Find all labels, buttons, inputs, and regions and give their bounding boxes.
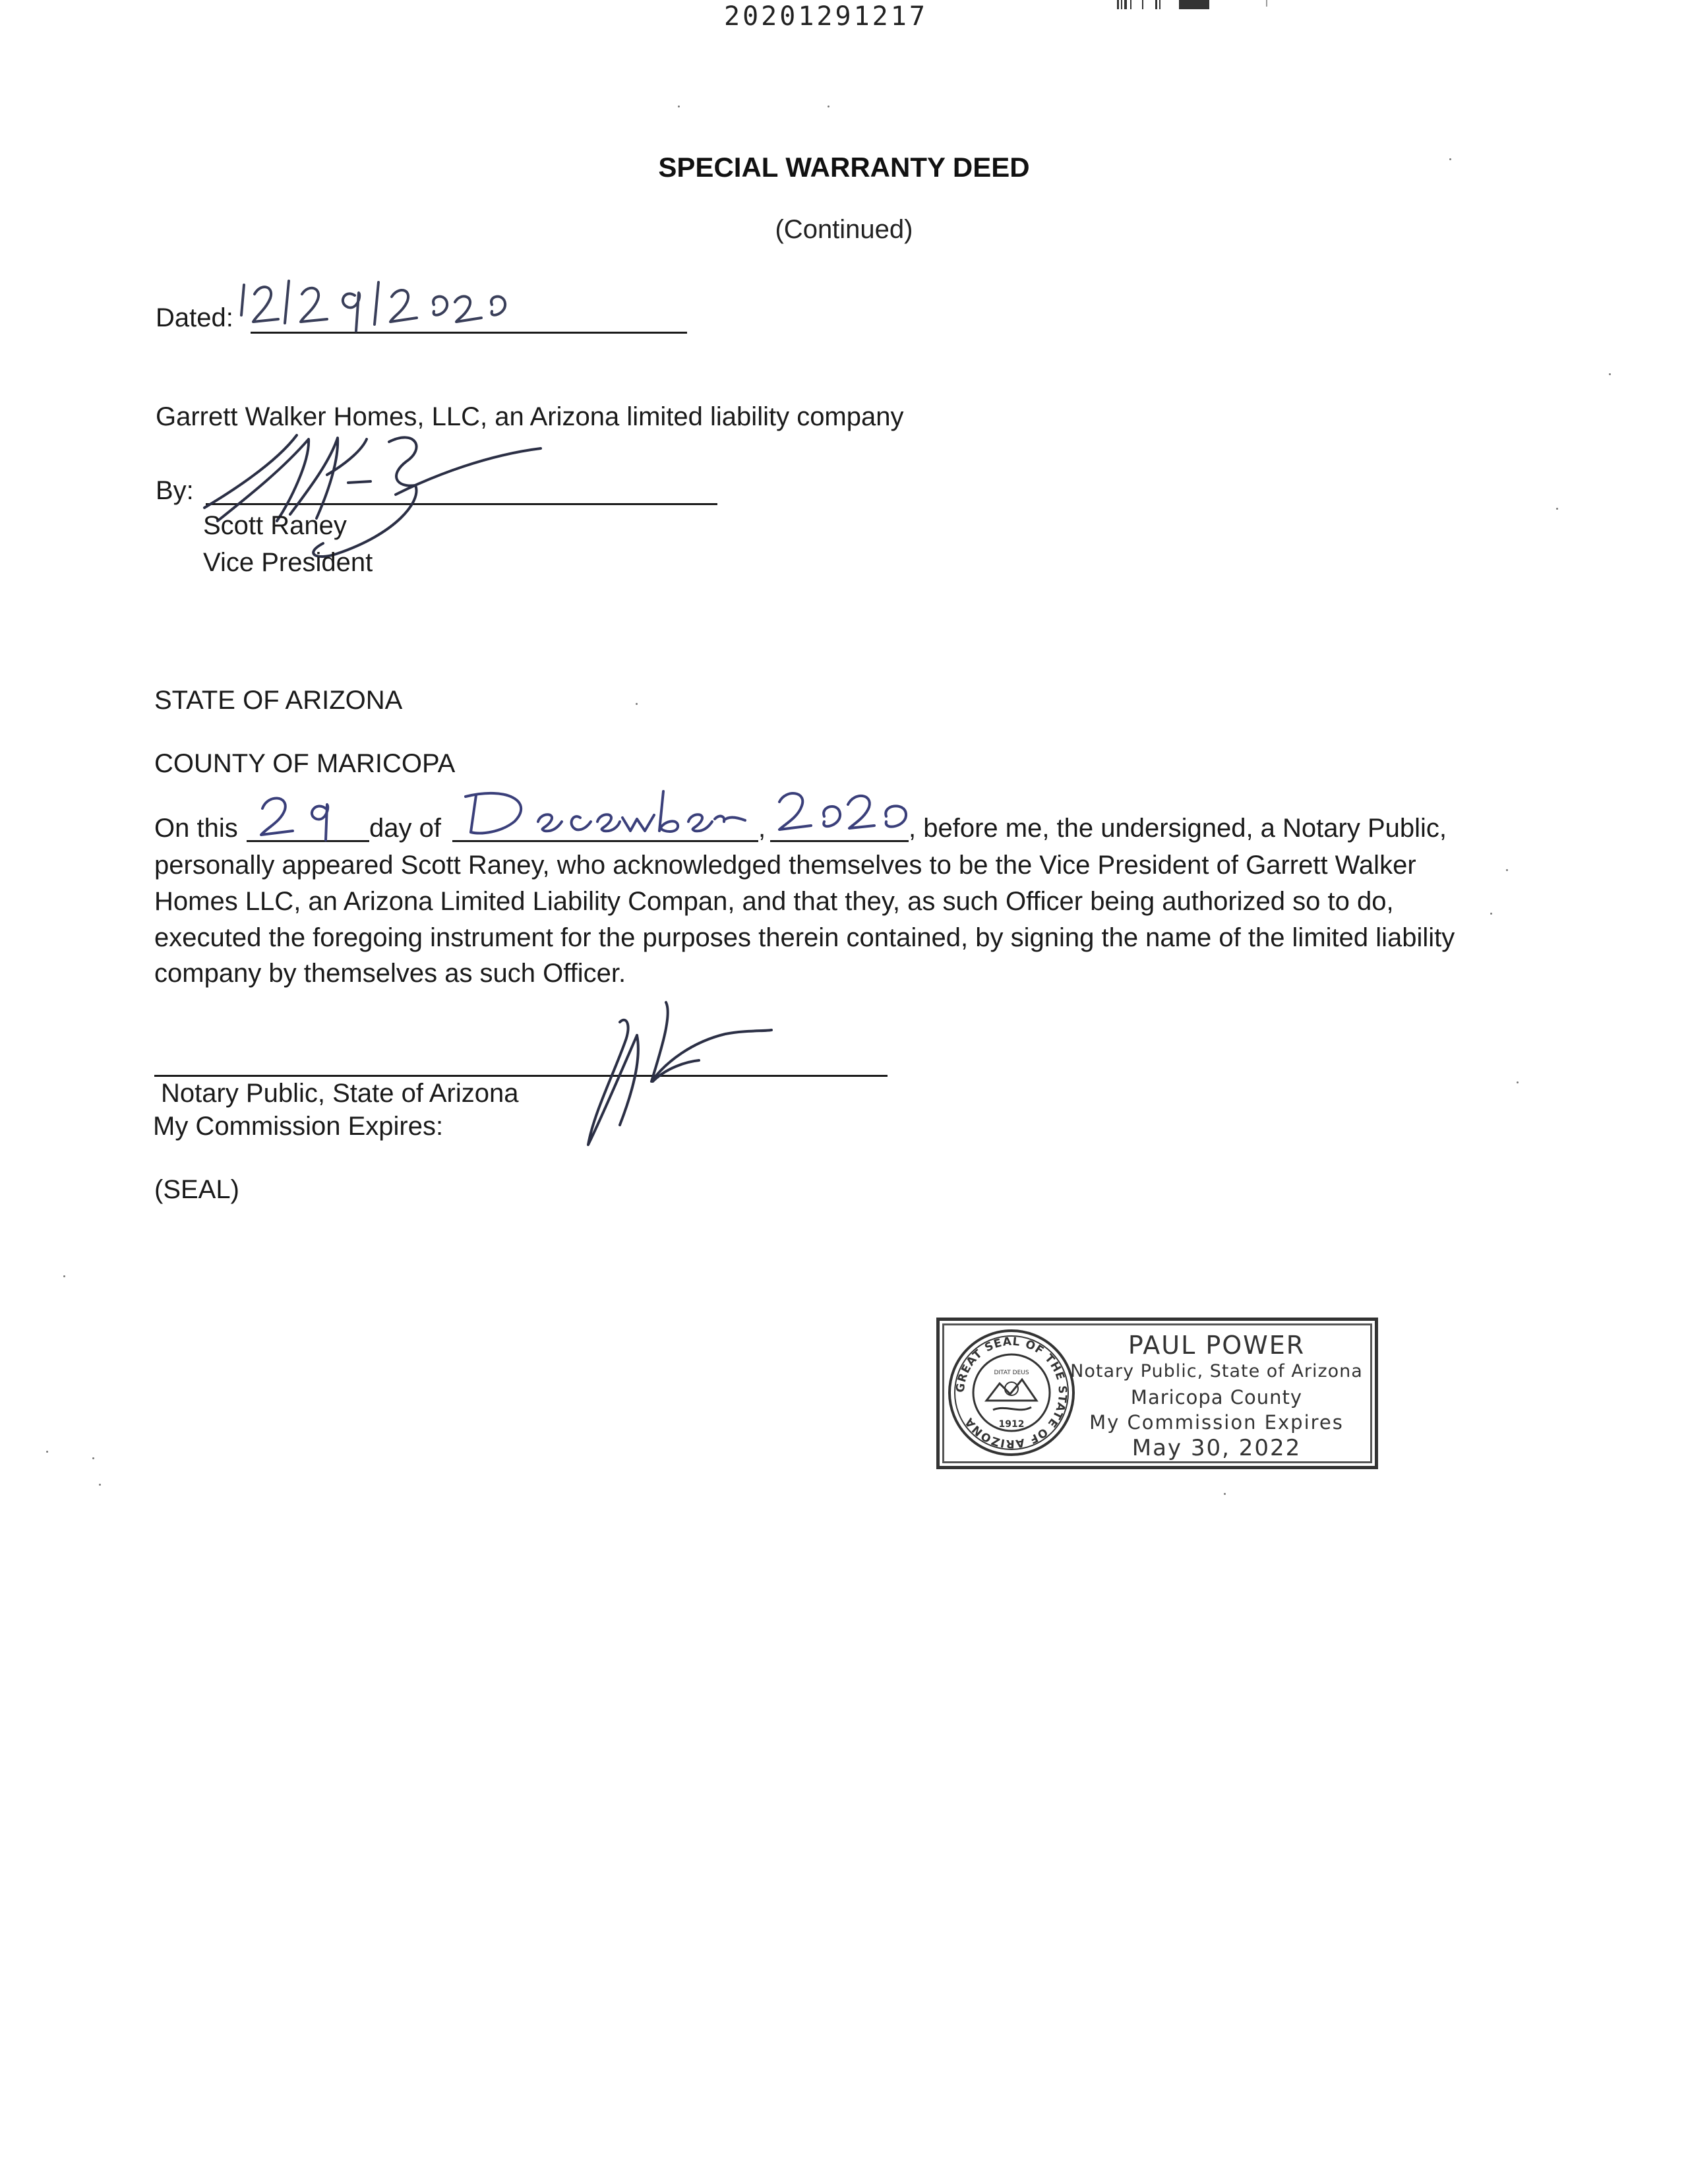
venue-state: STATE OF ARIZONA: [154, 686, 403, 715]
dated-handwriting: [239, 276, 529, 335]
ack-day-of: day of: [369, 814, 441, 843]
ack-line1-rest: , before me, the undersigned, a Notary Public,: [909, 814, 1447, 843]
stamp-notary-title: Notary Public, State of Arizona: [1070, 1361, 1363, 1381]
grantor-signature: [198, 422, 567, 567]
notary-label: Notary Public, State of Arizona: [161, 1079, 519, 1108]
state-seal-icon: [947, 1328, 1076, 1457]
dated-label: Dated:: [156, 303, 233, 332]
svg-text:GREAT SEAL OF THE STATE OF ARI: GREAT SEAL OF THE STATE OF ARIZONA: [953, 1335, 1070, 1451]
svg-text:1912: 1912: [998, 1419, 1025, 1430]
document-subtitle: (Continued): [775, 215, 913, 244]
signer-name: Scott Raney: [203, 511, 347, 540]
stamp-commission-label: My Commission Expires: [1089, 1411, 1344, 1434]
recording-number: 20201291217: [724, 1, 928, 32]
by-label: By:: [156, 476, 194, 505]
stamp-county: Maricopa County: [1130, 1386, 1303, 1409]
signer-title: Vice President: [203, 548, 373, 577]
svg-text:DITAT DEUS: DITAT DEUS: [994, 1370, 1029, 1376]
stamp-notary-name: PAUL POWER: [1128, 1331, 1306, 1360]
day-handwriting: [257, 789, 349, 841]
notary-stamp: [936, 1318, 1378, 1469]
document-title: SPECIAL WARRANTY DEED: [658, 152, 1030, 183]
ack-line2: personally appeared Scott Raney, who acknowledged themselves to be the Vice President of Garrett Walker: [154, 851, 1416, 880]
ack-line4: executed the foregoing instrument for the purposes therein contained, by signing the name of the limited liability: [154, 923, 1455, 952]
barcode-fragment: [1116, 0, 1274, 9]
month-handwriting: [462, 782, 752, 841]
notary-signature: [574, 996, 785, 1154]
grantor-company: Garrett Walker Homes, LLC, an Arizona limited liability company: [156, 402, 904, 431]
stamp-expiration-date: May 30, 2022: [1131, 1435, 1302, 1461]
ack-on-this: On this: [154, 814, 238, 843]
ack-line3: Homes LLC, an Arizona Limited Liability Compan, and that they, as such Officer being authorized so to do,: [154, 887, 1394, 916]
year-handwriting: [770, 785, 915, 841]
commission-label: My Commission Expires:: [153, 1112, 444, 1141]
seal-label: (SEAL): [154, 1175, 239, 1204]
venue-county: COUNTY OF MARICOPA: [154, 749, 456, 778]
document-page: 20201291217 SPECIAL WARRANTY DEED (Continued) Dated: Garrett Walker Homes, LLC, an Arizona limited liability company By: Scott Raney Vice President STATE OF ARIZONA COUNTY OF MARICOPA On this day of , , before me, the undersigned, a Notary Public, personally appeared Scott Raney, who acknowledged themselves to be the Vice President of Garrett Walker Homes LLC, an Arizona Limited Liability Compan, and that they, as such Officer being authorized so to do, executed the foregoing instrument for the purposes therein contained, by signing the name of the limited liability company by themselves as such Officer. Notary Public, State of Arizona My Commission Expires: (SEAL) GREAT SEAL OF THE STATE OF ARIZONA DITAT DEUS 1912 PAUL POWER Notary Public, State of Arizona Maricopa County My Commission Expires May 30, 2022: [0, 0, 1688, 2184]
ack-line5: company by themselves as such Officer.: [154, 959, 626, 988]
